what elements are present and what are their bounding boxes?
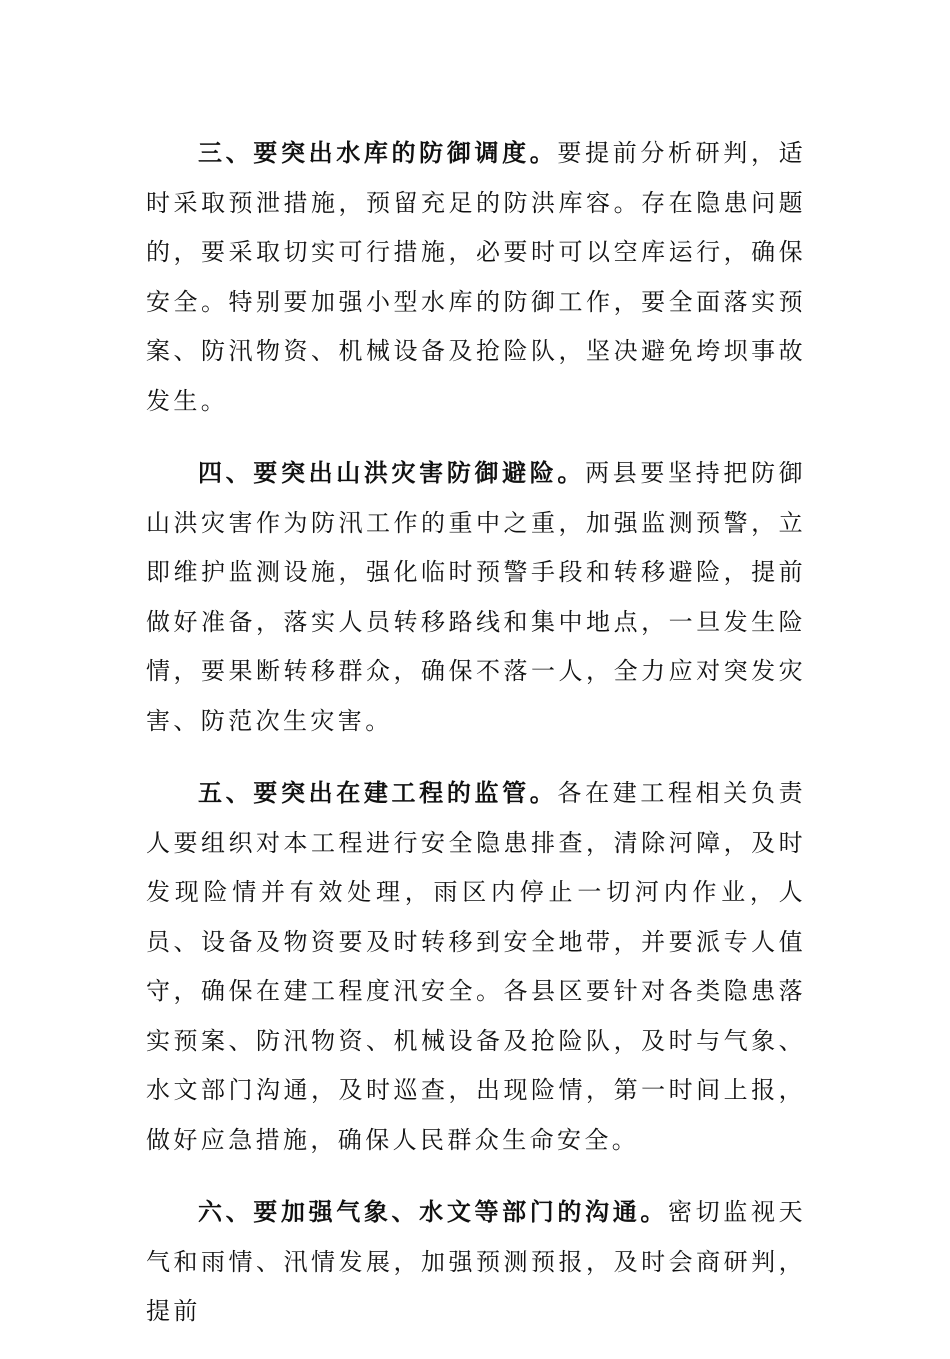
paragraph-text: 各在建工程相关负责人要组织对本工程进行安全隐患排查，清除河障，及时发现险情并有效处理，雨区内停止一切河内作业，人员、设备及物资要及时转移到安全地带，并要派专人值守，确保在建工程度汛安全。各县区要针对各类隐患落实预案、防汛物资、机械设备及抢险队，及时与气象、水文部门沟通，及时巡查，出现险情，第一时间上报，做好应急措施，确保人民群众生命安全。: [146, 779, 806, 1154]
paragraph-heading: 三、要突出水库的防御调度。: [198, 138, 558, 167]
paragraph-department-communication: [146, 1187, 806, 1337]
paragraph-text: 两县要坚持把防御山洪灾害作为防汛工作的重中之重，加强监测预警，立即维护监测设施，强化临时预警手段和转移避险，提前做好准备，落实人员转移路线和集中地点，一旦发生险情，要果断转移群众，确保不落一人，全力应对突发灾害、防范次生灾害。: [146, 459, 806, 735]
paragraph-heading: 六、要加强气象、水文等部门的沟通。: [198, 1197, 668, 1226]
document-body: [146, 128, 806, 1359]
paragraph-flash-flood-defense: [146, 448, 806, 746]
paragraph-heading: 四、要突出山洪灾害防御避险。: [198, 458, 586, 487]
paragraph-text: 密切监视天气和雨情、汛情发展，加强预测预报，及时会商研判，提前: [146, 1198, 806, 1325]
paragraph-reservoir-dispatch: [146, 128, 806, 426]
paragraph-heading: 五、要突出在建工程的监管。: [198, 778, 558, 807]
paragraph-construction-supervision: [146, 768, 806, 1165]
paragraph-text: 要提前分析研判，适时采取预泄措施，预留充足的防洪库容。存在隐患问题的，要采取切实可行措施，必要时可以空库运行，确保安全。特别要加强小型水库的防御工作，要全面落实预案、防汛物资、机械设备及抢险队，坚决避免垮坝事故发生。: [146, 139, 806, 415]
